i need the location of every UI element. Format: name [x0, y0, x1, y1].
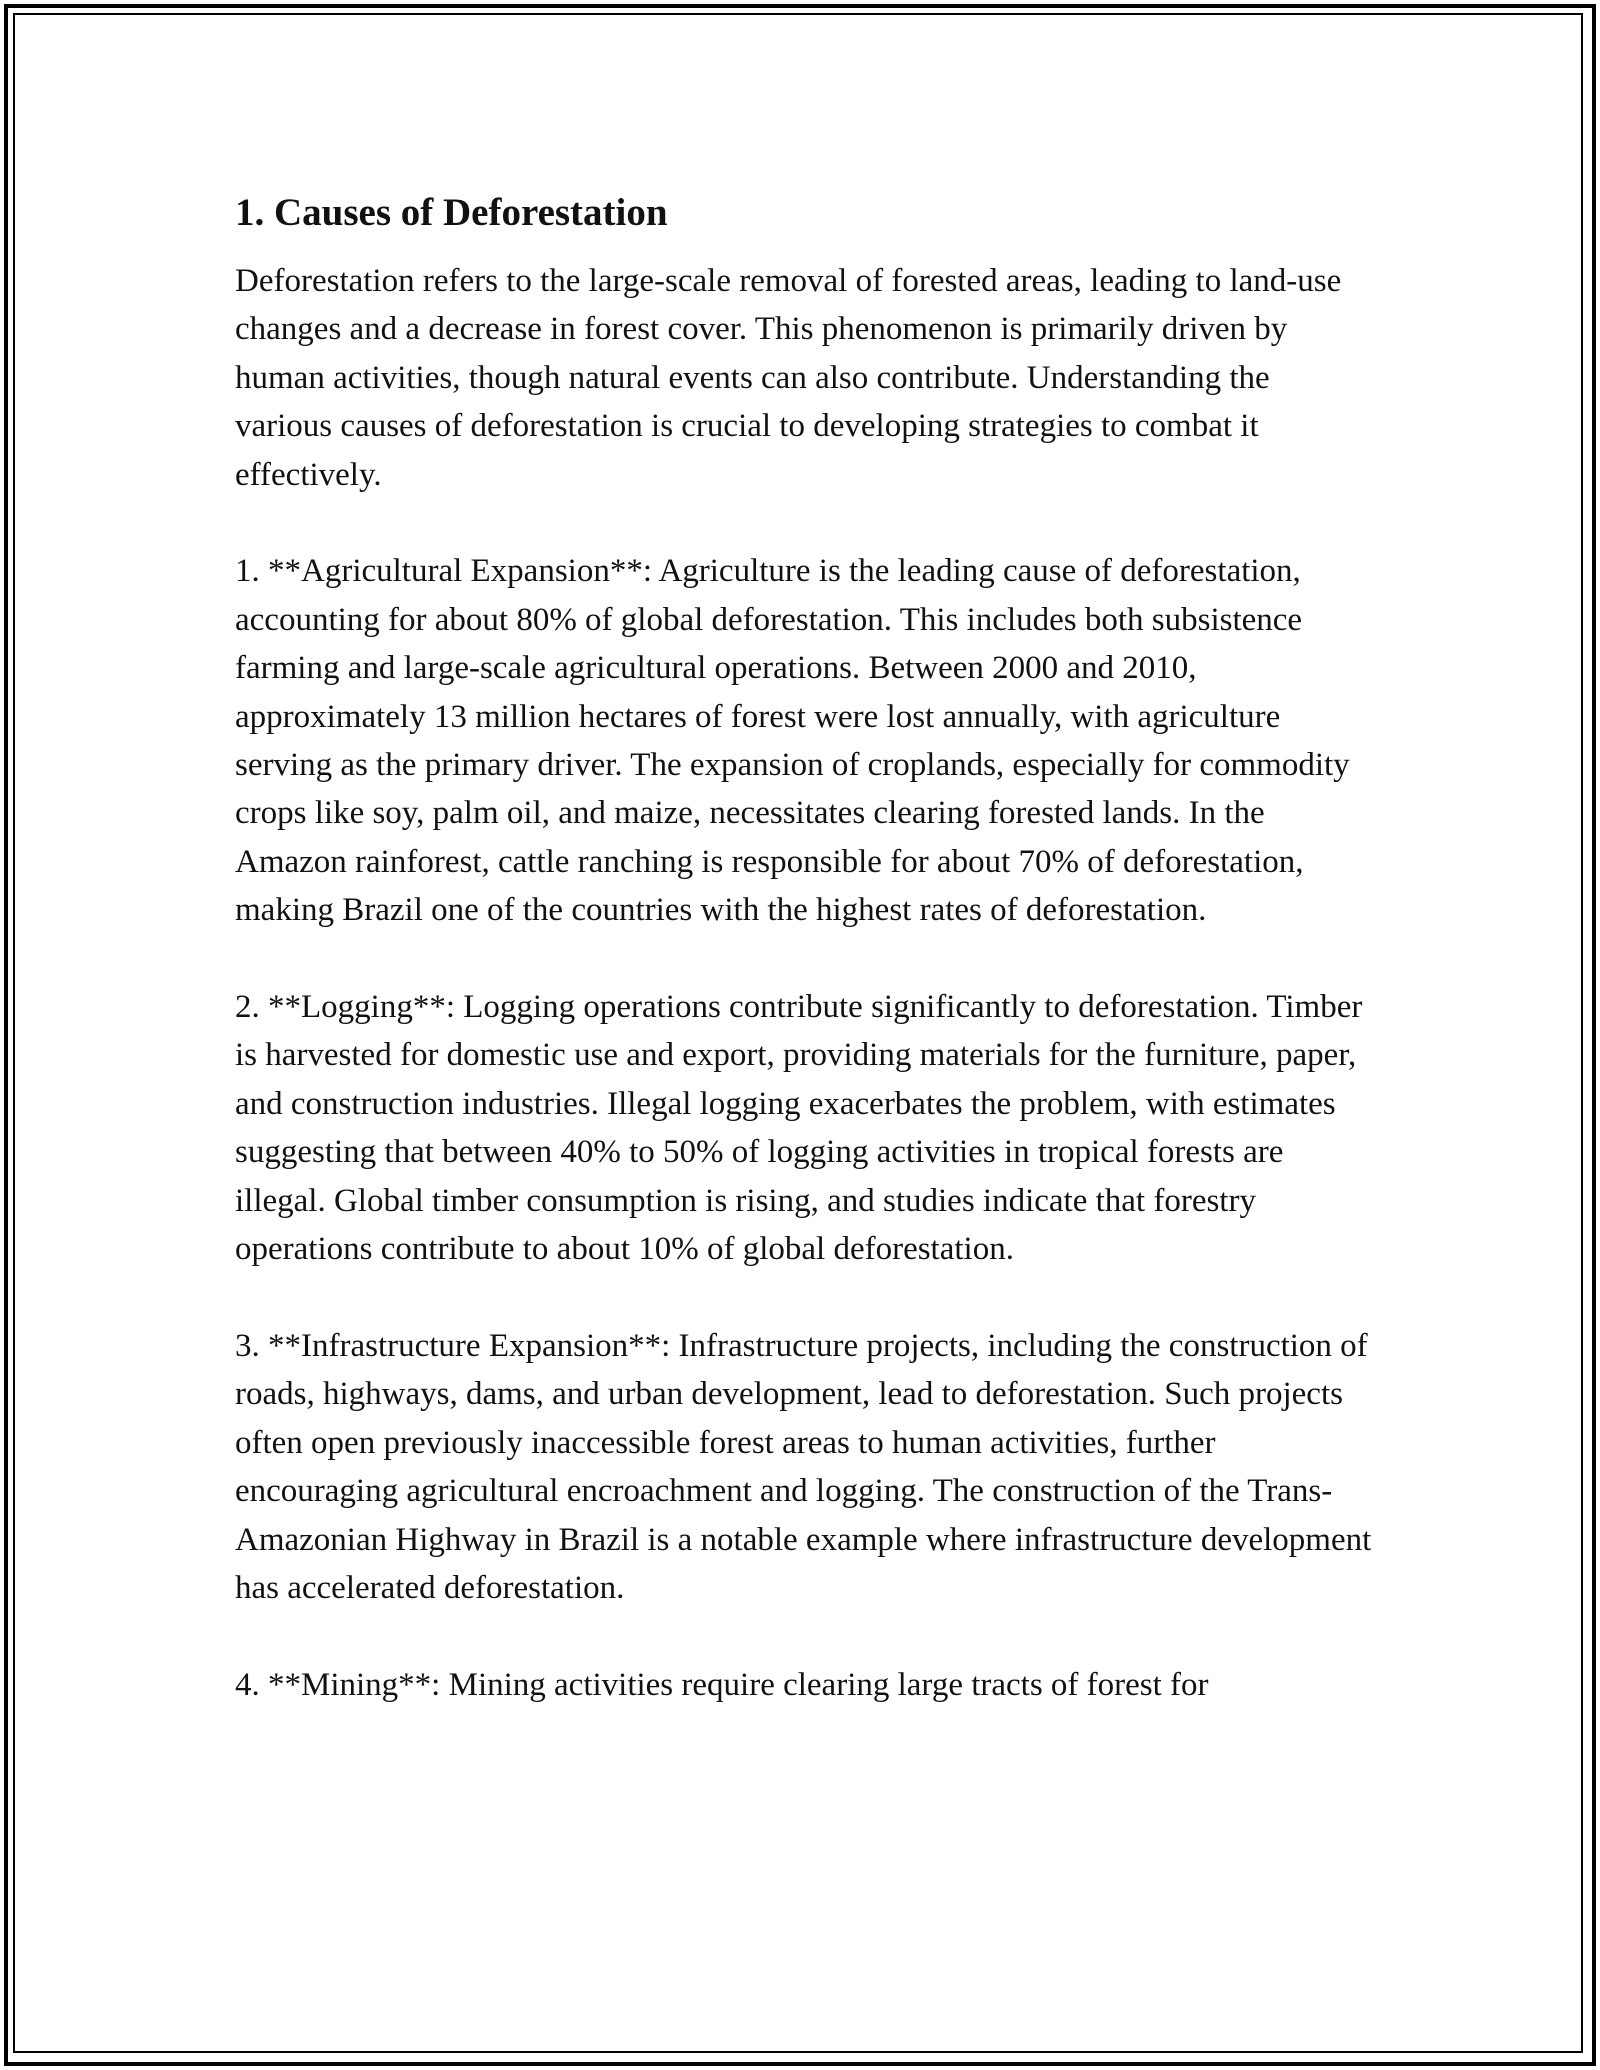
section-heading: 1. Causes of Deforestation: [235, 191, 668, 234]
intro-paragraph: Deforestation refers to the large-scale removal of forested areas, leading to land-use changes and a decrease in forest cover. This phenomenon is primarily driven by human activities, though natural events can also contribute. Understanding the various causes of deforestation is crucial to developing strategies to combat it effectively.: [235, 263, 1342, 493]
document-body: [235, 185, 1375, 1758]
paragraph-logging: 2. **Logging**: Logging operations contribute significantly to deforestation. Timber is harvested for domestic use and export, providing materials for the furniture, paper, and construction industries. Illegal logging exacerbates the problem, with estimates suggesting that between 40% to 50% of logging activities in tropical forests are illegal. Global timber consumption is rising, and studies indicate that forestry operations contribute to about 10% of global deforestation.: [235, 989, 1363, 1268]
paragraph-agricultural-expansion: 1. **Agricultural Expansion**: Agriculture is the leading cause of deforestation, accounting for about 80% of global deforestation. This includes both subsistence farming and large-scale agricultural operations. Between 2000 and 2010, approximately 13 million hectares of forest were lost annually, with agriculture serving as the primary driver. The expansion of croplands, especially for commodity crops like soy, palm oil, and maize, necessitates clearing forested lands. In the Amazon rainforest, cattle ranching is responsible for about 70% of deforestation, making Brazil one of the countries with the highest rates of deforestation.: [235, 553, 1350, 929]
paragraph-mining: 4. **Mining**: Mining activities require clearing large tracts of forest for: [235, 1666, 1209, 1703]
paragraph-infrastructure-expansion: 3. **Infrastructure Expansion**: Infrastructure projects, including the construction of roads, highways, dams, and urban development, lead to deforestation. Such projects often open previously inaccessible forest areas to human activities, further encouraging agricultural encroachment and logging. The construction of the Trans-Amazonian Highway in Brazil is a notable example where infrastructure development has accelerated deforestation.: [235, 1327, 1372, 1606]
